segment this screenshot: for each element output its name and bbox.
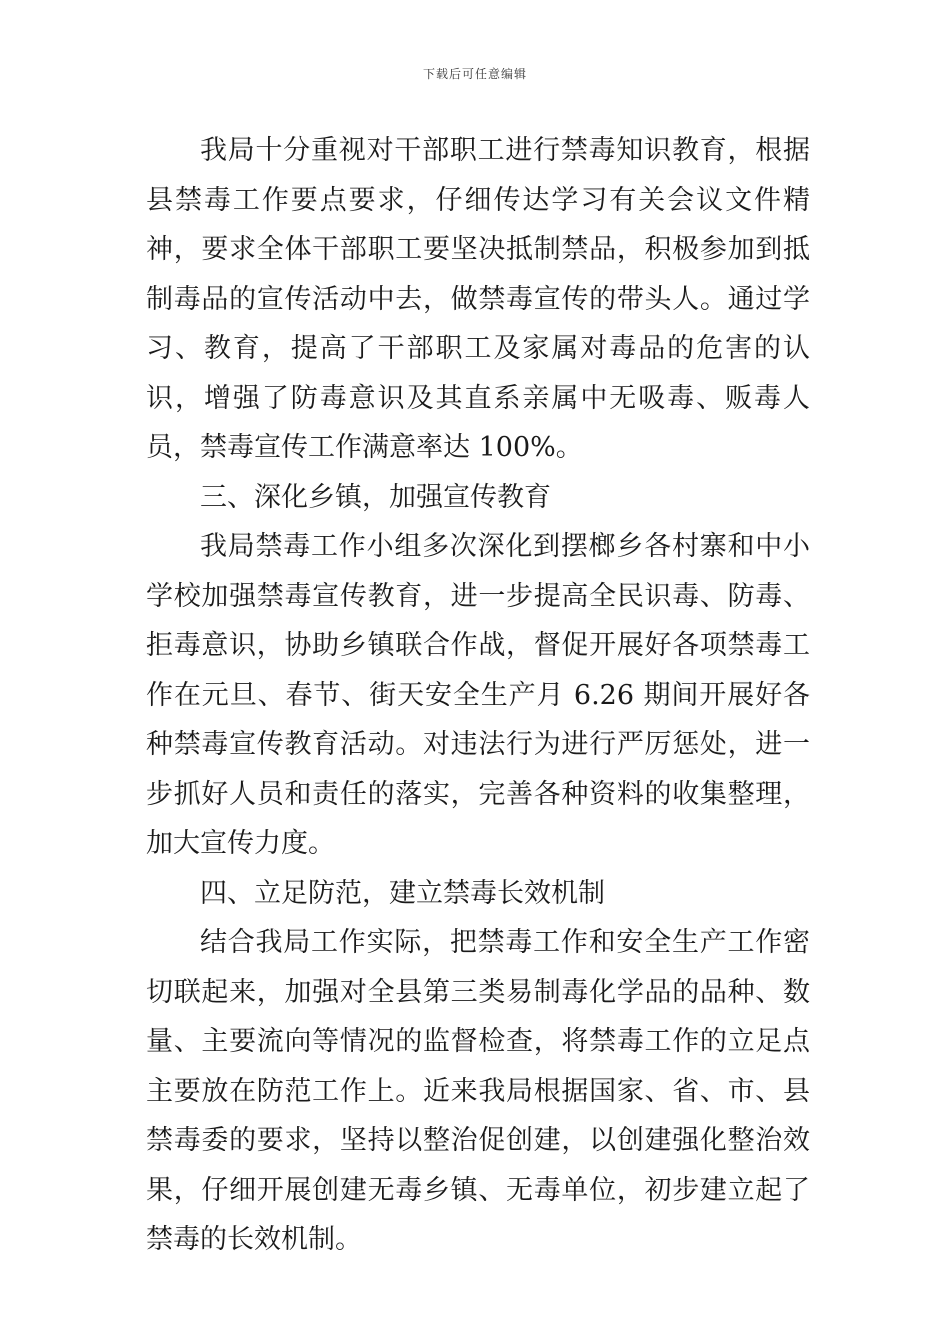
document-body	[146, 126, 810, 1265]
paragraph-body-1: 我局十分重视对干部职工进行禁毒知识教育，根据县禁毒工作要点要求，仔细传达学习有关会议文件精神，要求全体干部职工要坚决抵制禁品，积极参加到抵制毒品的宣传活动中去，做禁毒宣传的带头人。通过学习、教育，提高了干部职工及家属对毒品的危害的认识，增强了防毒意识及其直系亲属中无吸毒、贩毒人员，禁毒宣传工作满意率达 100%。	[146, 135, 810, 463]
section-heading-4: 四、立足防范，建立禁毒长效机制	[200, 877, 605, 909]
page-header: 下载后可任意编辑	[422, 67, 527, 81]
paragraph-body-3: 结合我局工作实际，把禁毒工作和安全生产工作密切联起来，加强对全县第三类易制毒化学品的品种、数量、主要流向等情况的监督检查，将禁毒工作的立足点主要放在防范工作上。近来我局根据国家、省、市、县禁毒委的要求，坚持以整治促创建，以创建强化整治效果，仔细开展创建无毒乡镇、无毒单位，初步建立起了禁毒的长效机制。	[146, 927, 810, 1255]
section-heading-3: 三、深化乡镇，加强宣传教育	[200, 481, 551, 513]
paragraph-body-2: 我局禁毒工作小组多次深化到摆榔乡各村寨和中小学校加强禁毒宣传教育，进一步提高全民识毒、防毒、拒毒意识，协助乡镇联合作战，督促开展好各项禁毒工作在元旦、春节、街天安全生产月 6.26 期间开展好各种禁毒宣传教育活动。对违法行为进行严厉惩处，进一步抓好人员和责任的落实，完善各种资料的收集整理，加大宣传力度。	[146, 531, 810, 859]
